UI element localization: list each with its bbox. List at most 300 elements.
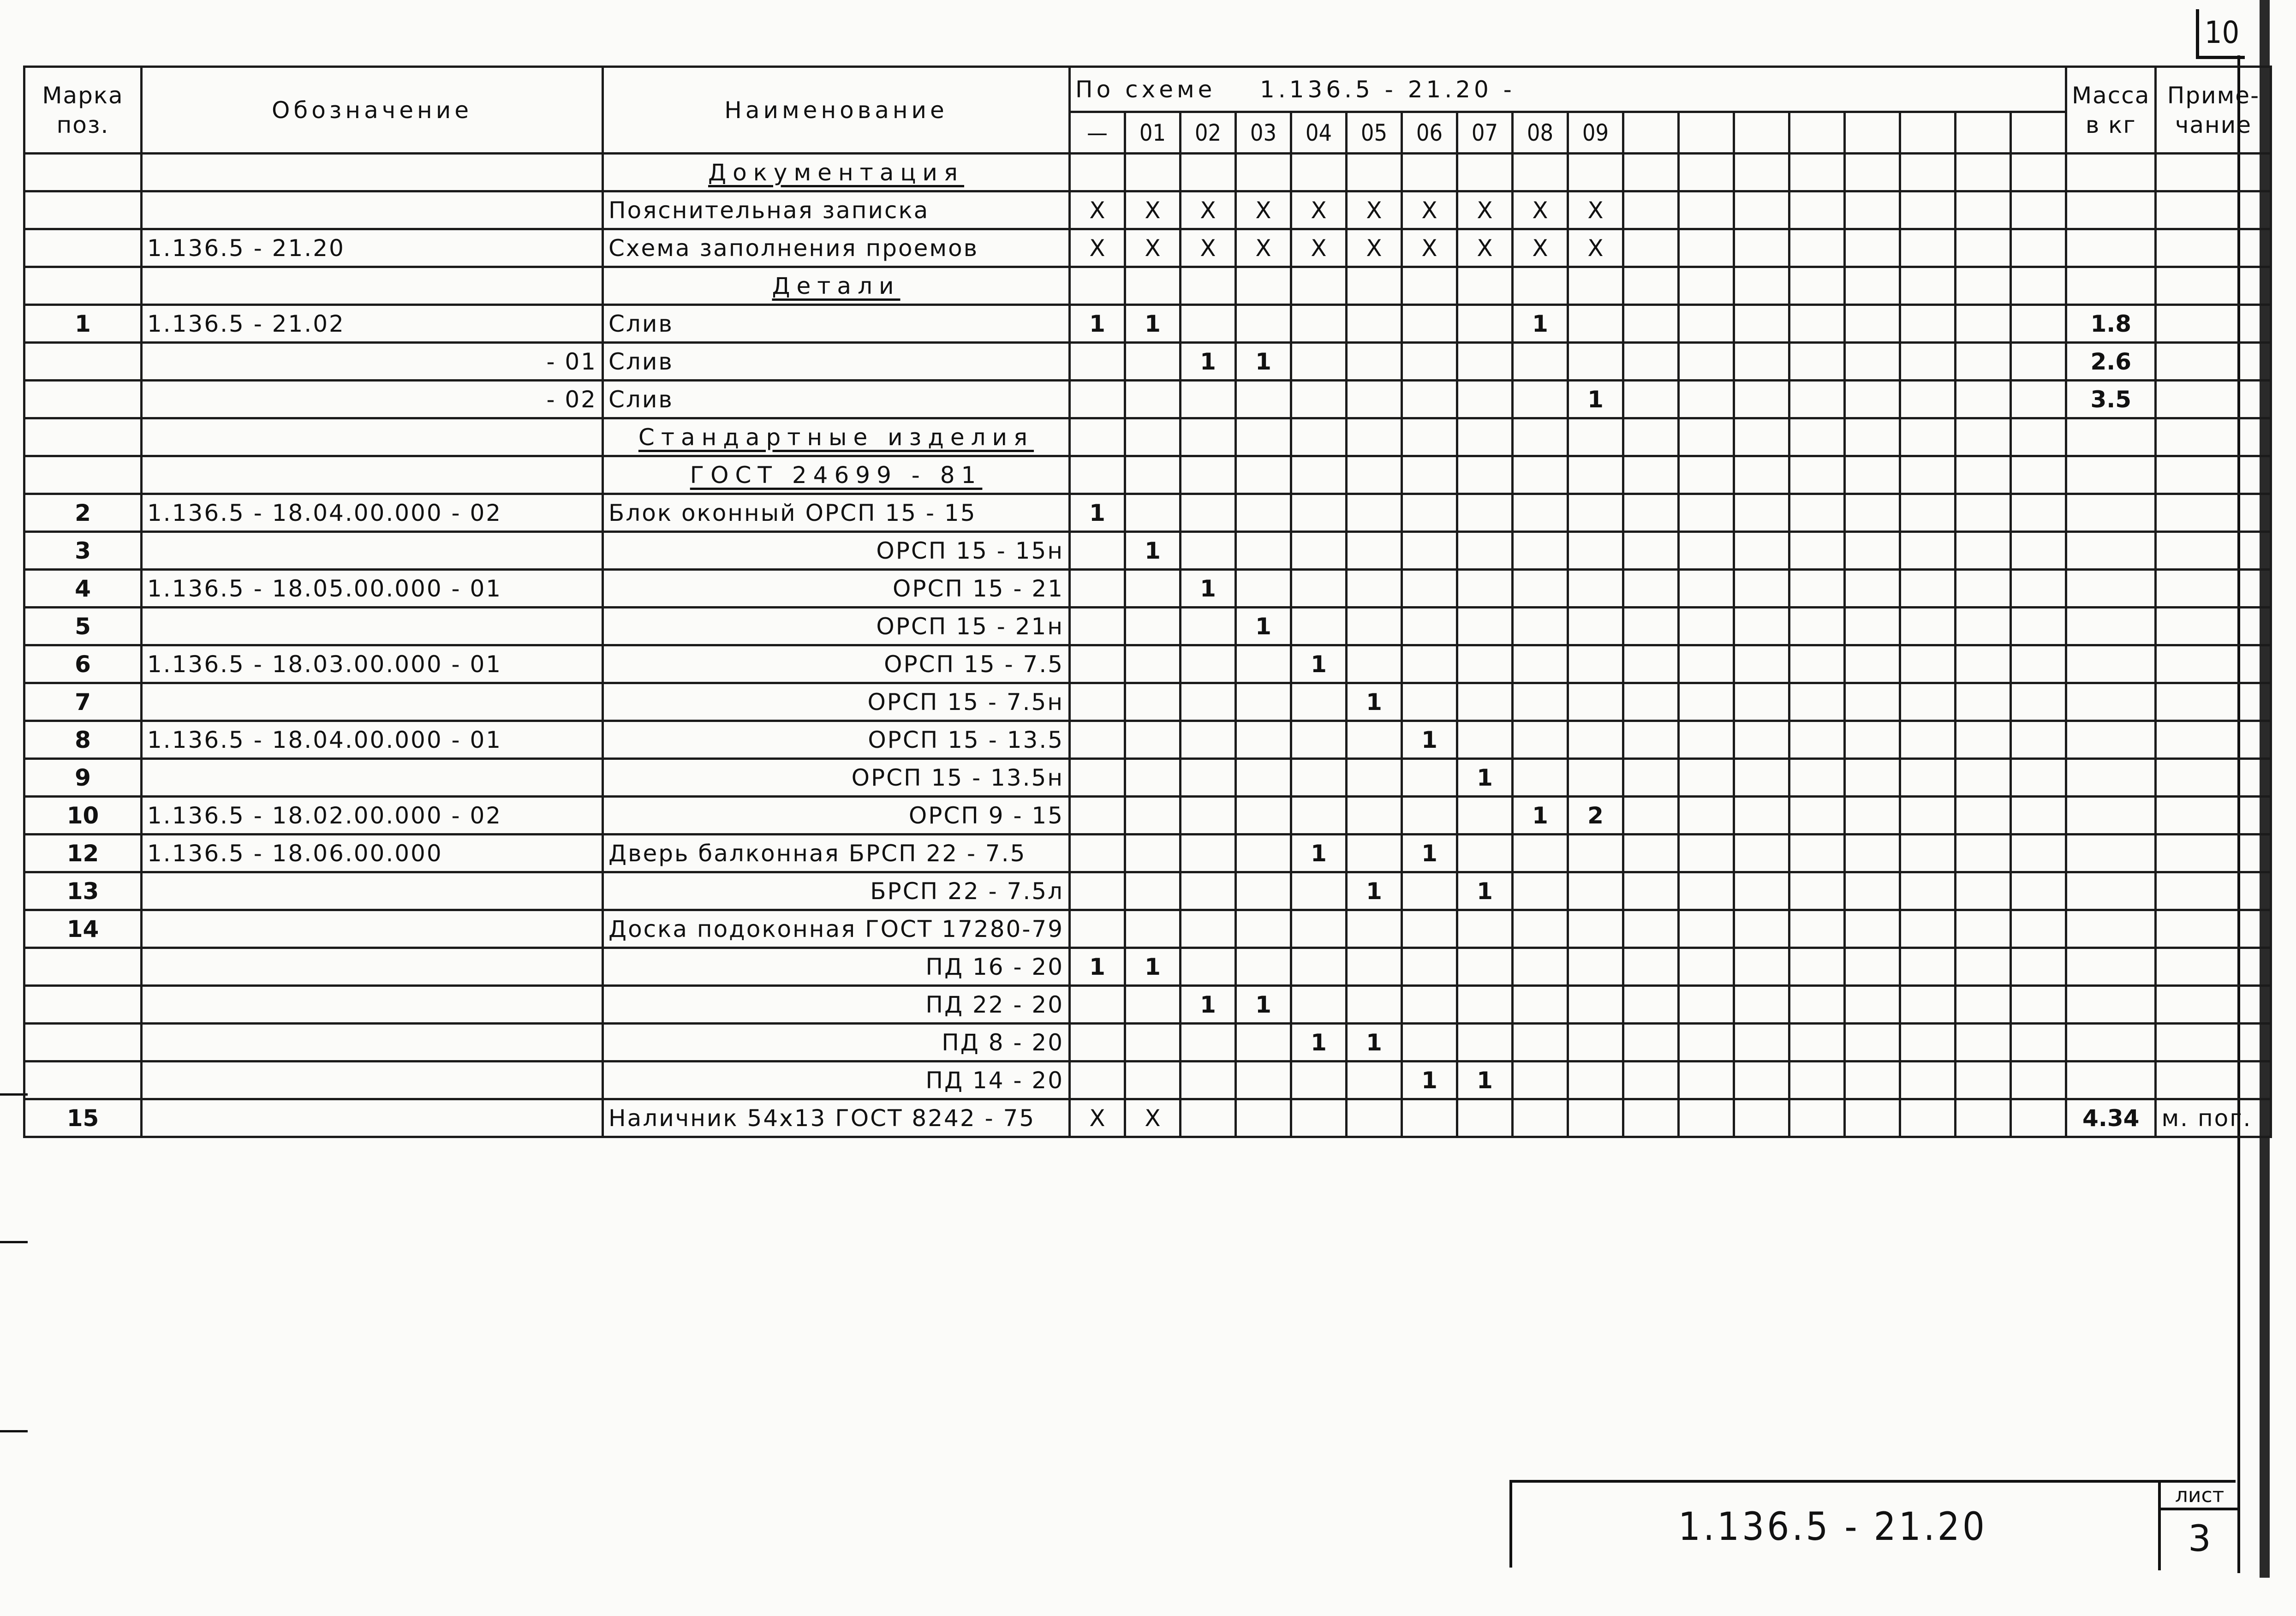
quantity-cell bbox=[1236, 381, 1291, 418]
position-cell bbox=[24, 154, 142, 191]
quantity-cell bbox=[1291, 343, 1347, 381]
quantity-cell: 1 bbox=[1513, 797, 1568, 835]
quantity-cell bbox=[1070, 759, 1125, 797]
quantity-cell bbox=[1513, 343, 1568, 381]
section-heading: Документация bbox=[603, 154, 1070, 191]
quantity-cell bbox=[1347, 835, 1402, 872]
quantity-cell bbox=[1181, 872, 1236, 910]
note-cell bbox=[2156, 948, 2271, 986]
empty-cell bbox=[2011, 267, 2066, 305]
empty-cell bbox=[1623, 305, 1679, 343]
quantity-cell: 1 bbox=[1457, 759, 1513, 797]
empty-cell bbox=[1956, 835, 2011, 872]
quantity-cell bbox=[1457, 1024, 1513, 1061]
variant-header: 03 bbox=[1236, 112, 1291, 154]
variant-header: 07 bbox=[1457, 112, 1513, 154]
position-cell: 12 bbox=[24, 835, 142, 872]
variant-header-empty bbox=[1956, 112, 2011, 154]
variant-header-empty bbox=[1734, 112, 1789, 154]
quantity-cell bbox=[1291, 418, 1347, 456]
quantity-cell: X bbox=[1070, 229, 1125, 267]
quantity-cell bbox=[1181, 683, 1236, 721]
quantity-cell bbox=[1402, 608, 1457, 645]
quantity-cell bbox=[1236, 645, 1291, 683]
quantity-cell bbox=[1347, 797, 1402, 835]
empty-cell bbox=[1956, 1061, 2011, 1099]
position-cell: 14 bbox=[24, 910, 142, 948]
quantity-cell bbox=[1568, 683, 1623, 721]
empty-cell bbox=[1845, 418, 1900, 456]
empty-cell bbox=[1623, 721, 1679, 759]
empty-cell bbox=[1845, 948, 1900, 986]
quantity-cell bbox=[1181, 948, 1236, 986]
position-cell bbox=[24, 191, 142, 229]
position-cell: 9 bbox=[24, 759, 142, 797]
quantity-cell: 1 bbox=[1236, 343, 1291, 381]
empty-cell bbox=[1734, 1061, 1789, 1099]
quantity-cell bbox=[1125, 343, 1181, 381]
quantity-cell: 1 bbox=[1457, 872, 1513, 910]
quantity-cell: X bbox=[1125, 229, 1181, 267]
quantity-cell bbox=[1236, 683, 1291, 721]
empty-cell bbox=[1845, 645, 1900, 683]
quantity-cell: X bbox=[1236, 229, 1291, 267]
empty-cell bbox=[1900, 456, 1956, 494]
empty-cell bbox=[1789, 343, 1845, 381]
empty-cell bbox=[1845, 494, 1900, 532]
variant-header: — bbox=[1070, 112, 1125, 154]
quantity-cell bbox=[1236, 305, 1291, 343]
quantity-cell bbox=[1402, 1099, 1457, 1137]
quantity-cell bbox=[1457, 986, 1513, 1024]
quantity-cell bbox=[1070, 570, 1125, 608]
empty-cell bbox=[1845, 267, 1900, 305]
mass-cell bbox=[2066, 835, 2156, 872]
mass-cell bbox=[2066, 797, 2156, 835]
quantity-cell: 1 bbox=[1181, 570, 1236, 608]
quantity-cell bbox=[1070, 1024, 1125, 1061]
empty-cell bbox=[2011, 154, 2066, 191]
variant-header: 02 bbox=[1181, 112, 1236, 154]
position-cell bbox=[24, 1024, 142, 1061]
empty-cell bbox=[1900, 418, 1956, 456]
table-row bbox=[24, 532, 2271, 570]
quantity-cell bbox=[1125, 721, 1181, 759]
empty-cell bbox=[2011, 1024, 2066, 1061]
quantity-cell bbox=[1070, 721, 1125, 759]
note-cell bbox=[2156, 418, 2271, 456]
table-row bbox=[24, 910, 2271, 948]
empty-cell bbox=[1789, 305, 1845, 343]
empty-cell bbox=[2011, 494, 2066, 532]
quantity-cell: 1 bbox=[1236, 986, 1291, 1024]
empty-cell bbox=[1845, 229, 1900, 267]
mass-cell bbox=[2066, 418, 2156, 456]
quantity-cell bbox=[1513, 721, 1568, 759]
empty-cell bbox=[1679, 872, 1734, 910]
empty-cell bbox=[1734, 381, 1789, 418]
empty-cell bbox=[1900, 154, 1956, 191]
item-name-cell: Доска подоконная ГОСТ 17280-79 bbox=[603, 910, 1070, 948]
note-cell bbox=[2156, 570, 2271, 608]
mass-cell bbox=[2066, 608, 2156, 645]
empty-cell bbox=[1845, 1024, 1900, 1061]
quantity-cell: X bbox=[1347, 229, 1402, 267]
quantity-cell: 1 bbox=[1457, 1061, 1513, 1099]
empty-cell bbox=[1900, 1061, 1956, 1099]
quantity-cell bbox=[1568, 267, 1623, 305]
quantity-cell bbox=[1568, 418, 1623, 456]
note-cell bbox=[2156, 1061, 2271, 1099]
mass-cell: 2.6 bbox=[2066, 343, 2156, 381]
quantity-cell bbox=[1125, 835, 1181, 872]
quantity-cell bbox=[1568, 1061, 1623, 1099]
quantity-cell bbox=[1181, 645, 1236, 683]
quantity-cell: 1 bbox=[1125, 948, 1181, 986]
variant-header-empty bbox=[1845, 112, 1900, 154]
designation-cell: 1.136.5 - 21.02 bbox=[142, 305, 603, 343]
mass-cell bbox=[2066, 1024, 2156, 1061]
position-cell: 2 bbox=[24, 494, 142, 532]
empty-cell bbox=[1900, 1024, 1956, 1061]
quantity-cell bbox=[1513, 267, 1568, 305]
empty-cell bbox=[1734, 1099, 1789, 1137]
empty-cell bbox=[1679, 835, 1734, 872]
quantity-cell bbox=[1347, 645, 1402, 683]
empty-cell bbox=[1734, 456, 1789, 494]
quantity-cell bbox=[1457, 683, 1513, 721]
table-row bbox=[24, 721, 2271, 759]
quantity-cell bbox=[1181, 1099, 1236, 1137]
quantity-cell bbox=[1181, 1024, 1236, 1061]
designation-cell bbox=[142, 1099, 603, 1137]
variant-header: 05 bbox=[1347, 112, 1402, 154]
quantity-cell bbox=[1291, 267, 1347, 305]
quantity-cell bbox=[1070, 418, 1125, 456]
quantity-cell bbox=[1347, 532, 1402, 570]
empty-cell bbox=[2011, 948, 2066, 986]
empty-cell bbox=[1956, 494, 2011, 532]
quantity-cell: X bbox=[1402, 229, 1457, 267]
mass-cell bbox=[2066, 872, 2156, 910]
quantity-cell bbox=[1347, 418, 1402, 456]
empty-cell bbox=[1845, 154, 1900, 191]
empty-cell bbox=[2011, 343, 2066, 381]
empty-cell bbox=[1789, 872, 1845, 910]
mass-cell bbox=[2066, 570, 2156, 608]
quantity-cell bbox=[1568, 759, 1623, 797]
note-cell bbox=[2156, 1024, 2271, 1061]
designation-cell bbox=[142, 872, 603, 910]
designation-cell: 1.136.5 - 18.04.00.000 - 01 bbox=[142, 721, 603, 759]
item-name-cell: ОРСП 15 - 7.5 bbox=[603, 645, 1070, 683]
quantity-cell bbox=[1070, 1061, 1125, 1099]
empty-cell bbox=[2011, 532, 2066, 570]
quantity-cell bbox=[1402, 948, 1457, 986]
item-name-cell: ОРСП 15 - 13.5н bbox=[603, 759, 1070, 797]
quantity-cell bbox=[1568, 494, 1623, 532]
empty-cell bbox=[1623, 608, 1679, 645]
quantity-cell bbox=[1347, 1099, 1402, 1137]
mass-cell bbox=[2066, 494, 2156, 532]
position-cell bbox=[24, 343, 142, 381]
empty-cell bbox=[2011, 835, 2066, 872]
quantity-cell bbox=[1125, 872, 1181, 910]
empty-cell bbox=[1679, 381, 1734, 418]
quantity-cell bbox=[1347, 305, 1402, 343]
item-name-cell: ПД 14 - 20 bbox=[603, 1061, 1070, 1099]
empty-cell bbox=[1789, 608, 1845, 645]
table-row bbox=[24, 759, 2271, 797]
quantity-cell bbox=[1513, 835, 1568, 872]
quantity-cell: X bbox=[1236, 191, 1291, 229]
sheet-box bbox=[2158, 1483, 2238, 1570]
item-name-cell: БРСП 22 - 7.5л bbox=[603, 872, 1070, 910]
empty-cell bbox=[1734, 154, 1789, 191]
quantity-cell bbox=[1457, 948, 1513, 986]
empty-cell bbox=[1900, 910, 1956, 948]
quantity-cell bbox=[1513, 1024, 1568, 1061]
quantity-cell bbox=[1402, 456, 1457, 494]
empty-cell bbox=[1900, 608, 1956, 645]
quantity-cell bbox=[1347, 721, 1402, 759]
table-row bbox=[24, 456, 2271, 494]
empty-cell bbox=[1789, 494, 1845, 532]
quantity-cell bbox=[1125, 797, 1181, 835]
quantity-cell bbox=[1070, 267, 1125, 305]
sheet-label: лист bbox=[2161, 1483, 2238, 1510]
item-name-cell: Слив bbox=[603, 305, 1070, 343]
quantity-cell bbox=[1181, 532, 1236, 570]
designation-cell bbox=[142, 1024, 603, 1061]
quantity-cell bbox=[1236, 797, 1291, 835]
document-code: 1.136.5 - 21.20 bbox=[1678, 1504, 1987, 1549]
empty-cell bbox=[1845, 532, 1900, 570]
quantity-cell bbox=[1181, 305, 1236, 343]
empty-cell bbox=[1623, 683, 1679, 721]
mass-cell bbox=[2066, 191, 2156, 229]
note-cell bbox=[2156, 608, 2271, 645]
mass-cell bbox=[2066, 759, 2156, 797]
empty-cell bbox=[1679, 191, 1734, 229]
note-cell bbox=[2156, 721, 2271, 759]
quantity-cell bbox=[1125, 986, 1181, 1024]
quantity-cell bbox=[1070, 154, 1125, 191]
note-cell: м. пог. bbox=[2156, 1099, 2271, 1137]
empty-cell bbox=[1900, 948, 1956, 986]
quantity-cell bbox=[1457, 797, 1513, 835]
empty-cell bbox=[1623, 1024, 1679, 1061]
header-mark: Марка поз. bbox=[24, 67, 142, 154]
empty-cell bbox=[1789, 456, 1845, 494]
empty-cell bbox=[2011, 418, 2066, 456]
quantity-cell bbox=[1236, 835, 1291, 872]
quantity-cell: 1 bbox=[1125, 305, 1181, 343]
quantity-cell bbox=[1070, 872, 1125, 910]
empty-cell bbox=[1623, 154, 1679, 191]
header-mass: Масса в кг bbox=[2066, 67, 2156, 154]
designation-cell bbox=[142, 418, 603, 456]
quantity-cell bbox=[1347, 343, 1402, 381]
empty-cell bbox=[1679, 948, 1734, 986]
table-row bbox=[24, 570, 2271, 608]
quantity-cell bbox=[1291, 721, 1347, 759]
empty-cell bbox=[1789, 910, 1845, 948]
quantity-cell bbox=[1402, 494, 1457, 532]
position-cell bbox=[24, 1061, 142, 1099]
mass-cell bbox=[2066, 948, 2156, 986]
quantity-cell: X bbox=[1457, 191, 1513, 229]
note-cell bbox=[2156, 797, 2271, 835]
quantity-cell bbox=[1291, 494, 1347, 532]
empty-cell bbox=[1900, 532, 1956, 570]
quantity-cell: X bbox=[1181, 229, 1236, 267]
empty-cell bbox=[1956, 986, 2011, 1024]
quantity-cell bbox=[1125, 456, 1181, 494]
quantity-cell bbox=[1181, 154, 1236, 191]
empty-cell bbox=[2011, 305, 2066, 343]
note-cell bbox=[2156, 191, 2271, 229]
item-name-cell: Наличник 54x13 ГОСТ 8242 - 75 bbox=[603, 1099, 1070, 1137]
quantity-cell bbox=[1070, 532, 1125, 570]
section-heading: ГОСТ 24699 - 81 bbox=[603, 456, 1070, 494]
empty-cell bbox=[1734, 683, 1789, 721]
table-row bbox=[24, 154, 2271, 191]
quantity-cell bbox=[1568, 721, 1623, 759]
empty-cell bbox=[1734, 267, 1789, 305]
quantity-cell bbox=[1402, 683, 1457, 721]
item-name-cell: ОРСП 15 - 15н bbox=[603, 532, 1070, 570]
quantity-cell bbox=[1513, 418, 1568, 456]
quantity-cell: X bbox=[1125, 1099, 1181, 1137]
quantity-cell bbox=[1291, 570, 1347, 608]
quantity-cell bbox=[1291, 154, 1347, 191]
empty-cell bbox=[1623, 191, 1679, 229]
empty-cell bbox=[1623, 229, 1679, 267]
quantity-cell bbox=[1236, 154, 1291, 191]
designation-cell: - 02 bbox=[142, 381, 603, 418]
empty-cell bbox=[1789, 570, 1845, 608]
quantity-cell bbox=[1181, 418, 1236, 456]
empty-cell bbox=[1734, 532, 1789, 570]
header-designation: Обозначение bbox=[142, 67, 603, 154]
empty-cell bbox=[2011, 645, 2066, 683]
quantity-cell: X bbox=[1568, 229, 1623, 267]
position-cell bbox=[24, 986, 142, 1024]
note-cell bbox=[2156, 229, 2271, 267]
empty-cell bbox=[1956, 418, 2011, 456]
empty-cell bbox=[1789, 797, 1845, 835]
empty-cell bbox=[1623, 456, 1679, 494]
empty-cell bbox=[1734, 835, 1789, 872]
empty-cell bbox=[1623, 570, 1679, 608]
mass-cell bbox=[2066, 154, 2156, 191]
quantity-cell: 1 bbox=[1513, 305, 1568, 343]
table-row bbox=[24, 1024, 2271, 1061]
item-name-cell: Дверь балконная БРСП 22 - 7.5 bbox=[603, 835, 1070, 872]
variant-header-empty bbox=[1900, 112, 1956, 154]
empty-cell bbox=[1679, 910, 1734, 948]
quantity-cell bbox=[1236, 759, 1291, 797]
note-cell bbox=[2156, 343, 2271, 381]
quantity-cell bbox=[1457, 1099, 1513, 1137]
empty-cell bbox=[1956, 721, 2011, 759]
quantity-cell: X bbox=[1513, 191, 1568, 229]
empty-cell bbox=[1734, 759, 1789, 797]
quantity-cell bbox=[1347, 494, 1402, 532]
quantity-cell bbox=[1125, 1061, 1181, 1099]
empty-cell bbox=[1623, 381, 1679, 418]
designation-cell: - 01 bbox=[142, 343, 603, 381]
empty-cell bbox=[1679, 797, 1734, 835]
quantity-cell bbox=[1513, 608, 1568, 645]
empty-cell bbox=[1845, 986, 1900, 1024]
quantity-cell bbox=[1513, 1099, 1568, 1137]
note-cell bbox=[2156, 381, 2271, 418]
quantity-cell bbox=[1236, 1024, 1291, 1061]
empty-cell bbox=[1900, 645, 1956, 683]
item-name-cell: Блок оконный ОРСП 15 - 15 bbox=[603, 494, 1070, 532]
mass-cell bbox=[2066, 721, 2156, 759]
designation-cell: 1.136.5 - 18.03.00.000 - 01 bbox=[142, 645, 603, 683]
quantity-cell bbox=[1291, 683, 1347, 721]
table-row bbox=[24, 986, 2271, 1024]
empty-cell bbox=[1789, 532, 1845, 570]
empty-cell bbox=[1900, 797, 1956, 835]
note-cell bbox=[2156, 494, 2271, 532]
quantity-cell bbox=[1513, 494, 1568, 532]
table-row bbox=[24, 381, 2271, 418]
quantity-cell bbox=[1457, 456, 1513, 494]
position-cell: 5 bbox=[24, 608, 142, 645]
mass-cell: 1.8 bbox=[2066, 305, 2156, 343]
empty-cell bbox=[2011, 1061, 2066, 1099]
empty-cell bbox=[1734, 343, 1789, 381]
quantity-cell bbox=[1568, 343, 1623, 381]
designation-cell bbox=[142, 191, 603, 229]
quantity-cell bbox=[1181, 835, 1236, 872]
binding-tick bbox=[0, 1241, 28, 1243]
empty-cell bbox=[2011, 608, 2066, 645]
empty-cell bbox=[1900, 570, 1956, 608]
quantity-cell bbox=[1402, 986, 1457, 1024]
variant-header: 08 bbox=[1513, 112, 1568, 154]
mass-cell bbox=[2066, 229, 2156, 267]
position-cell bbox=[24, 229, 142, 267]
quantity-cell bbox=[1568, 910, 1623, 948]
empty-cell bbox=[1789, 721, 1845, 759]
empty-cell bbox=[1845, 872, 1900, 910]
quantity-cell bbox=[1236, 1061, 1291, 1099]
quantity-cell bbox=[1402, 381, 1457, 418]
empty-cell bbox=[1956, 910, 2011, 948]
empty-cell bbox=[1734, 986, 1789, 1024]
note-cell bbox=[2156, 645, 2271, 683]
empty-cell bbox=[1956, 191, 2011, 229]
item-name-cell: ОРСП 15 - 21 bbox=[603, 570, 1070, 608]
position-cell: 1 bbox=[24, 305, 142, 343]
quantity-cell bbox=[1513, 381, 1568, 418]
quantity-cell bbox=[1513, 986, 1568, 1024]
designation-cell: 1.136.5 - 18.04.00.000 - 02 bbox=[142, 494, 603, 532]
quantity-cell: X bbox=[1402, 191, 1457, 229]
quantity-cell bbox=[1457, 305, 1513, 343]
empty-cell bbox=[1734, 797, 1789, 835]
empty-cell bbox=[1845, 721, 1900, 759]
quantity-cell bbox=[1125, 267, 1181, 305]
empty-cell bbox=[1734, 872, 1789, 910]
empty-cell bbox=[2011, 759, 2066, 797]
